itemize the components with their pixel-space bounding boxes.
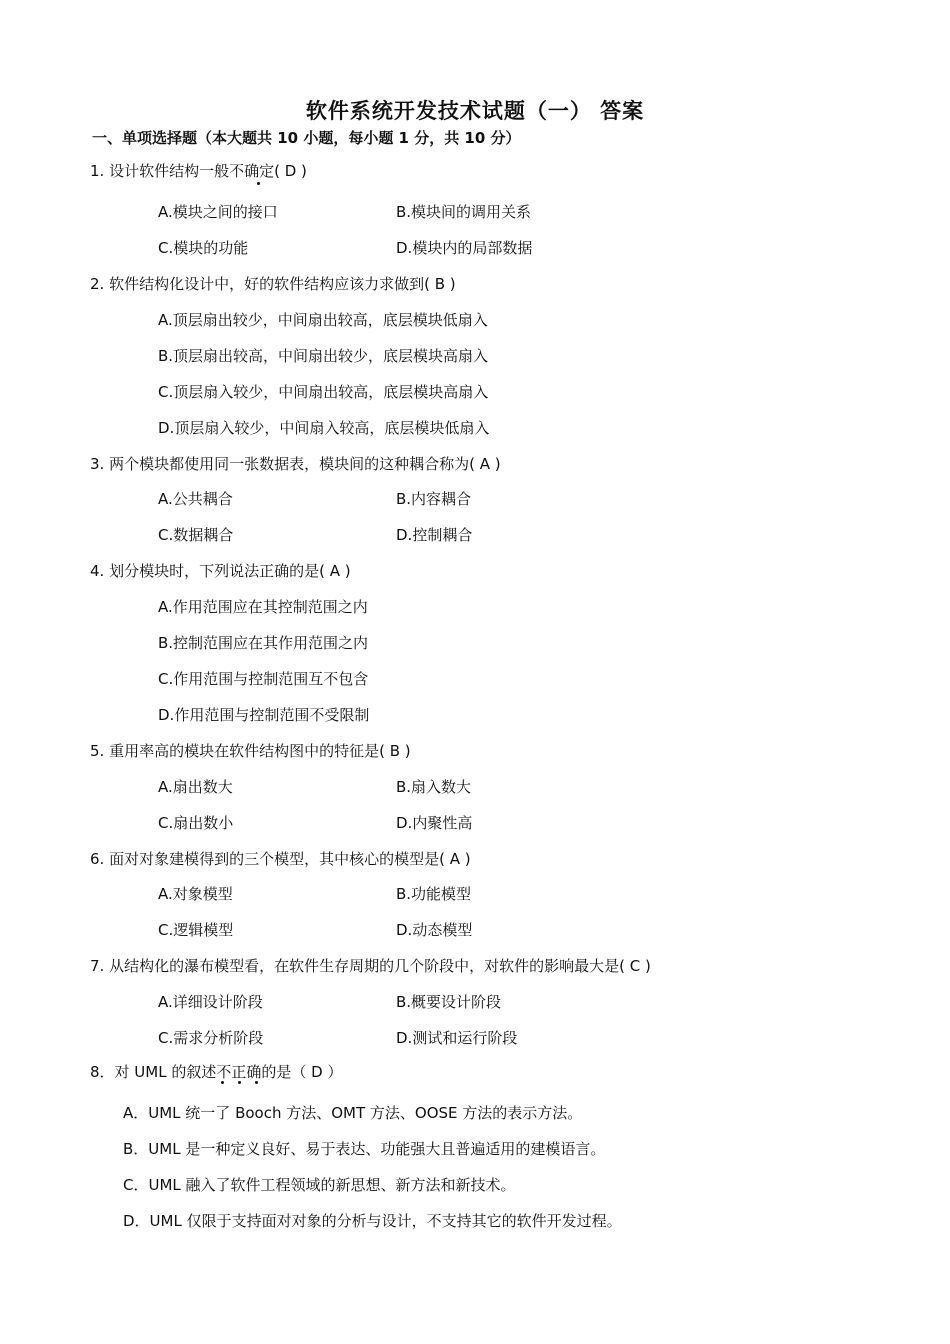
option-3a: A.公共耦合 [158,490,233,508]
option-1b: B.模块间的调用关系 [396,203,532,221]
option-7a: A.详细设计阶段 [158,993,263,1011]
option-8a: A．UML 统一了 Booch 方法、OMT 方法、OOSE 方法的表示方法。 [123,1104,583,1122]
option-6c: C.逻辑模型 [158,921,234,939]
option-1c: C.模块的功能 [158,239,249,257]
option-8b: B．UML 是一种定义良好、易于表达、功能强大且普遍适用的建模语言。 [123,1140,606,1158]
option-3c: C.数据耦合 [158,526,234,544]
option-5c: C.扇出数小 [158,814,234,832]
question-3: 3. 两个模块都使用同一张数据表，模块间的这种耦合称为( A ) [90,455,501,473]
question-5: 5. 重用率高的模块在软件结构图中的特征是( B ) [90,742,411,760]
emphasis-dot [238,1081,241,1084]
option-3b: B.内容耦合 [396,490,472,508]
question-2: 2. 软件结构化设计中，好的软件结构应该力求做到( B ) [90,275,456,293]
option-5a: A.扇出数大 [158,778,233,796]
option-3d: D.控制耦合 [396,526,473,544]
question-1: 1. 设计软件结构一般不确定( D ) [90,162,307,180]
emphasis-dot [221,1081,224,1084]
page-title: 软件系统开发技术试题（一） 答案 [305,99,645,123]
option-1d: D.模块内的局部数据 [396,239,533,257]
option-1a: A.模块之间的接口 [158,203,278,221]
question-7: 7. 从结构化的瀑布模型看，在软件生存周期的几个阶段中，对软件的影响最大是( C ) [90,957,651,975]
option-7b: B.概要设计阶段 [396,993,502,1011]
option-4c: C.作用范围与控制范围互不包含 [158,670,369,688]
option-2a: A.顶层扇出较少，中间扇出较高，底层模块低扇入 [158,311,488,329]
option-7d: D.测试和运行阶段 [396,1029,518,1047]
emphasis-dot [257,182,260,185]
option-2d: D.顶层扇入较少，中间扇入较高，底层模块低扇入 [158,419,490,437]
option-2c: C.顶层扇入较少，中间扇出较高，底层模块高扇入 [158,383,489,401]
option-8c: C．UML 融入了软件工程领域的新思想、新方法和新技术。 [123,1176,516,1194]
option-6a: A.对象模型 [158,885,233,903]
option-8d: D．UML 仅限于支持面对对象的分析与设计，不支持其它的软件开发过程。 [123,1212,622,1230]
option-4a: A.作用范围应在其控制范围之内 [158,598,368,616]
question-4: 4. 划分模块时，下列说法正确的是( A ) [90,562,351,580]
option-7c: C.需求分析阶段 [158,1029,264,1047]
option-6d: D.动态模型 [396,921,473,939]
option-5d: D.内聚性高 [396,814,473,832]
question-6: 6. 面对对象建模得到的三个模型，其中核心的模型是( A ) [90,850,471,868]
emphasis-dot [255,1081,258,1084]
option-4d: D.作用范围与控制范围不受限制 [158,706,370,724]
question-8: 8．对 UML 的叙述不正确的是（ D ） [90,1063,343,1081]
section-heading: 一、单项选择题（本大题共 10 小题，每小题 1 分，共 10 分） [92,129,521,147]
option-6b: B.功能模型 [396,885,472,903]
option-5b: B.扇入数大 [396,778,472,796]
option-2b: B.顶层扇出较高，中间扇出较少，底层模块高扇入 [158,347,489,365]
option-4b: B.控制范围应在其作用范围之内 [158,634,369,652]
